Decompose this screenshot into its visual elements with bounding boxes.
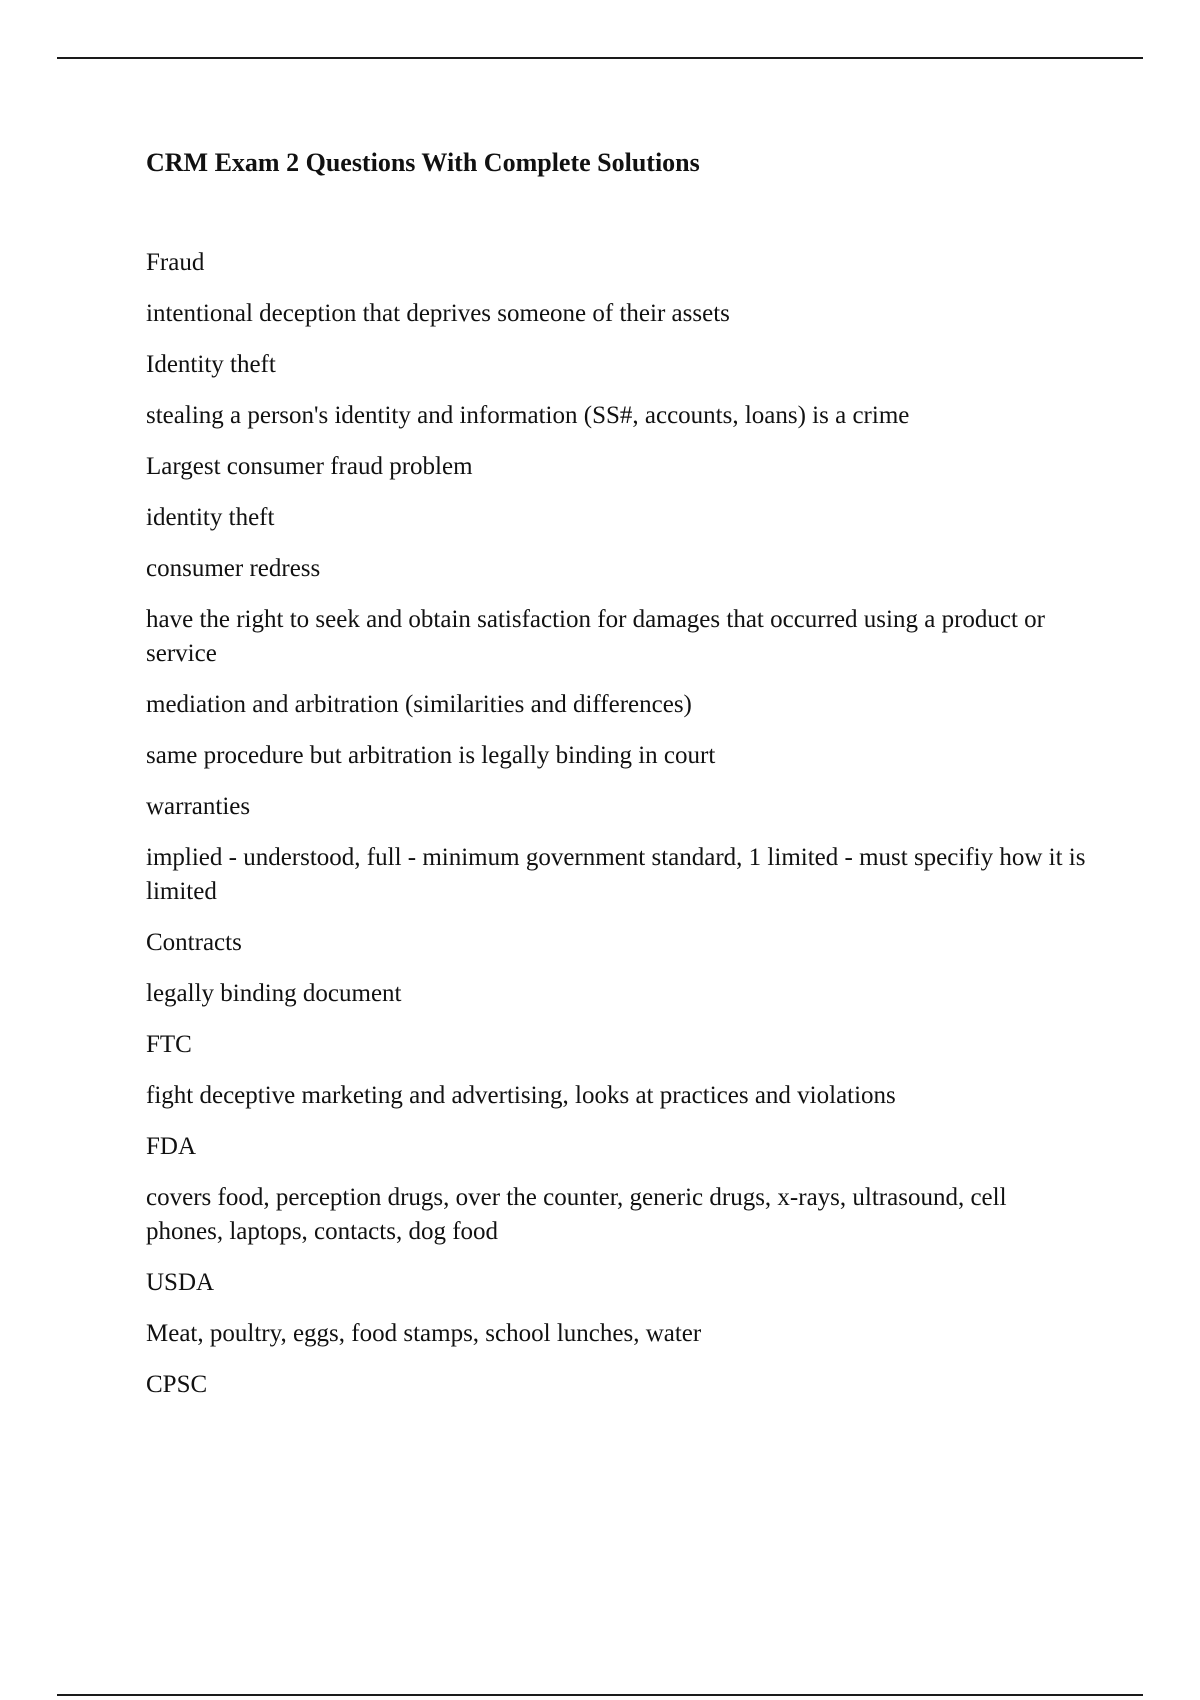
question-line: CPSC (146, 1371, 208, 1398)
answer-line: legally binding document (146, 980, 402, 1007)
question-line: Contracts (146, 929, 242, 956)
answer-line: stealing a person's identity and information (SS#, accounts, loans) is a crime (146, 402, 910, 429)
document-title: CRM Exam 2 Questions With Complete Solutions (146, 148, 700, 177)
question-line: warranties (146, 793, 251, 820)
question-line: Largest consumer fraud problem (146, 453, 473, 480)
answer-line: same procedure but arbitration is legally binding in court (146, 742, 716, 769)
bottom-divider (57, 1694, 1143, 1696)
answer-line: fight deceptive marketing and advertising, looks at practices and violations (146, 1082, 896, 1109)
question-line: Identity theft (146, 351, 276, 378)
question-line: FTC (146, 1031, 192, 1058)
answer-line: implied - understood, full - minimum government standard, 1 limited - must specifiy how it is limited (146, 844, 1086, 905)
question-line: USDA (146, 1269, 215, 1296)
answer-line: intentional deception that deprives someone of their assets (146, 300, 730, 327)
question-line: consumer redress (146, 555, 321, 582)
answer-line: Meat, poultry, eggs, food stamps, school lunches, water (146, 1320, 702, 1347)
question-line: Fraud (146, 249, 205, 276)
top-divider (57, 57, 1143, 59)
answer-line: identity theft (146, 504, 275, 531)
question-line: mediation and arbitration (similarities and differences) (146, 691, 692, 718)
question-line: FDA (146, 1133, 197, 1160)
qa-list (146, 246, 1086, 1419)
answer-line: have the right to seek and obtain satisfaction for damages that occurred using a product or service (146, 606, 1046, 667)
answer-line: covers food, perception drugs, over the counter, generic drugs, x-rays, ultrasound, cell phones, laptops, contacts, dog food (146, 1184, 1007, 1245)
